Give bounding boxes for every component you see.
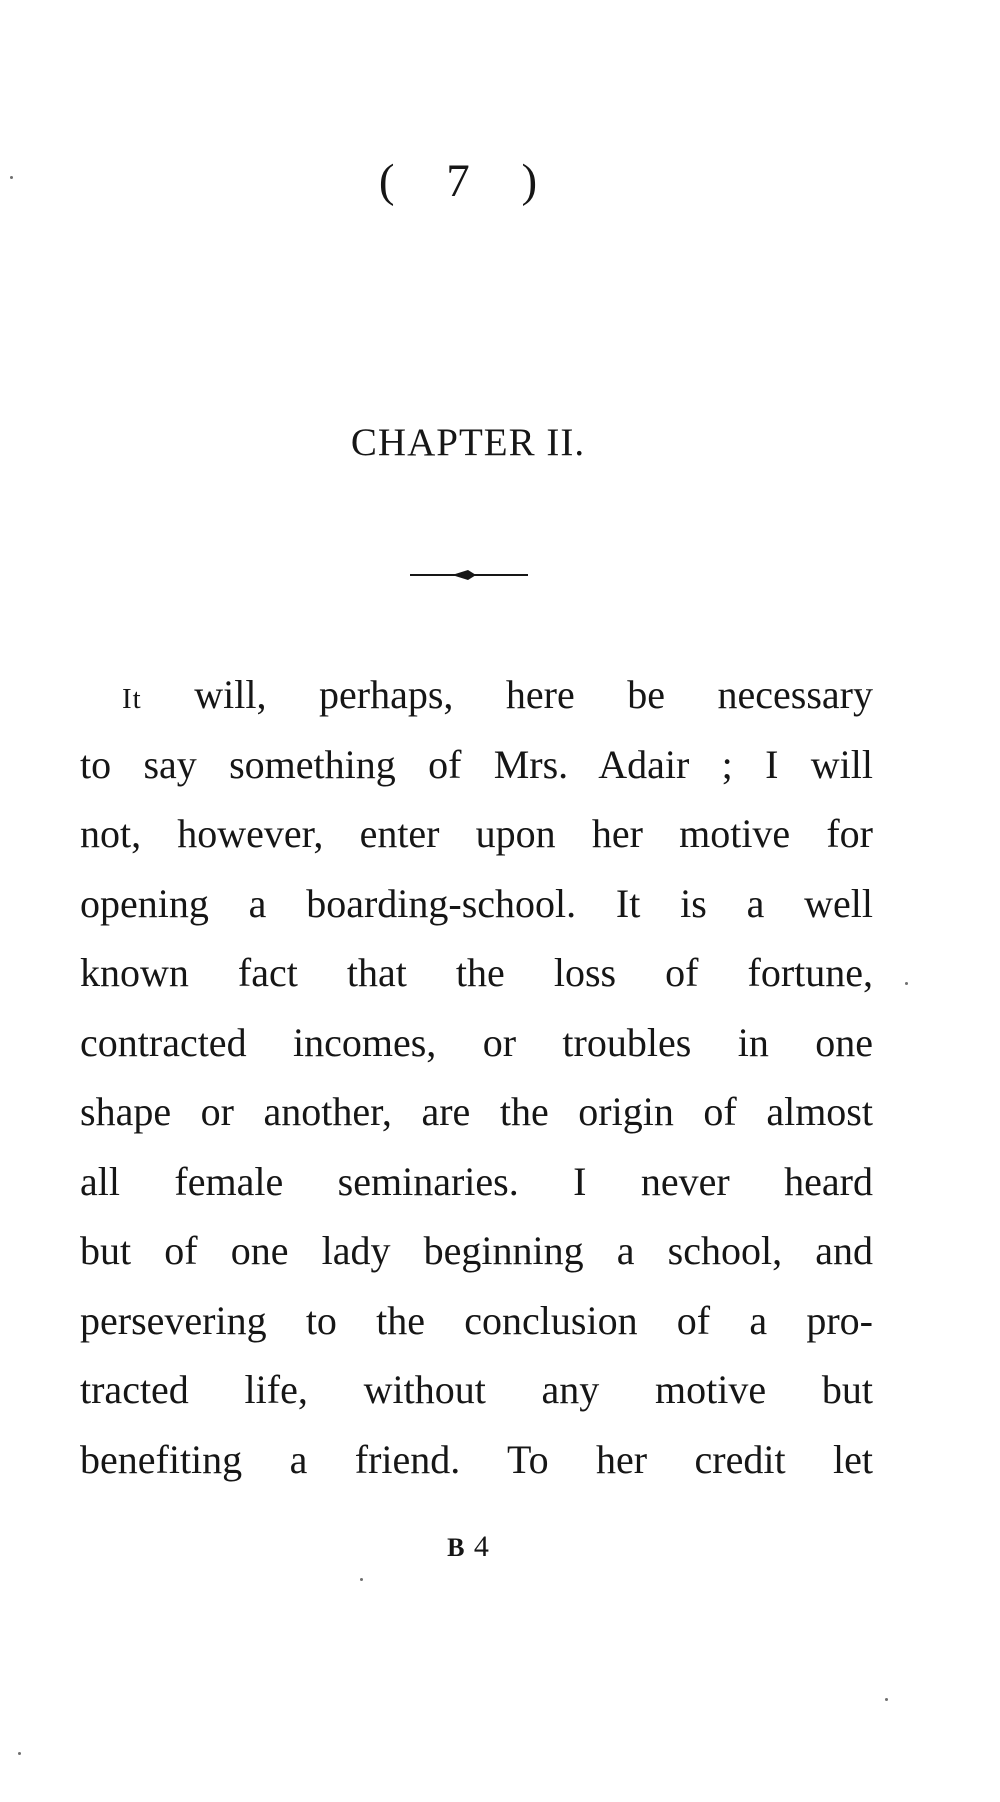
- text-line-5: known fact that the loss of fortune,: [80, 950, 873, 995]
- text-line-3: not, however, enter upon her motive for: [80, 811, 873, 856]
- paper-speck: [905, 982, 908, 985]
- text-line-11: tracted life, without any motive but: [80, 1367, 873, 1412]
- opening-word: It: [122, 683, 142, 715]
- text-line-10: persevering to the conclusion of a pro-: [80, 1297, 873, 1343]
- text-line-8: all female seminaries. I never heard: [80, 1158, 873, 1204]
- text-line-1-rest: will, perhaps, here be necessary: [141, 672, 873, 717]
- paper-speck: [10, 176, 13, 179]
- text-line-2: to say something of Mrs. Adair ; I will: [80, 741, 873, 787]
- page-number: ( 7 ): [378, 155, 558, 207]
- printer-signature-mark: [0, 1532, 968, 1562]
- text-line-1: [80, 660, 873, 730]
- rule-with-diamond-icon: [410, 569, 528, 581]
- signature-letter: B: [447, 1533, 467, 1562]
- signature-number: 4: [473, 1530, 489, 1563]
- text-line-7: shape or another, are the origin of almost: [80, 1089, 873, 1134]
- text-line-4: opening a boarding-school. It is a well: [80, 880, 873, 926]
- text-line-9: but of one lady beginning a school, and: [80, 1228, 873, 1273]
- paper-speck: [18, 1752, 21, 1755]
- chapter-heading: CHAPTER II.: [350, 421, 586, 464]
- chapter-body: [80, 660, 873, 1494]
- paper-speck: [885, 1698, 888, 1701]
- text-line-12: benefiting a friend. To her credit let: [80, 1436, 873, 1482]
- text-line-6: contracted incomes, or troubles in one: [80, 1019, 873, 1065]
- paper-speck: [360, 1578, 363, 1581]
